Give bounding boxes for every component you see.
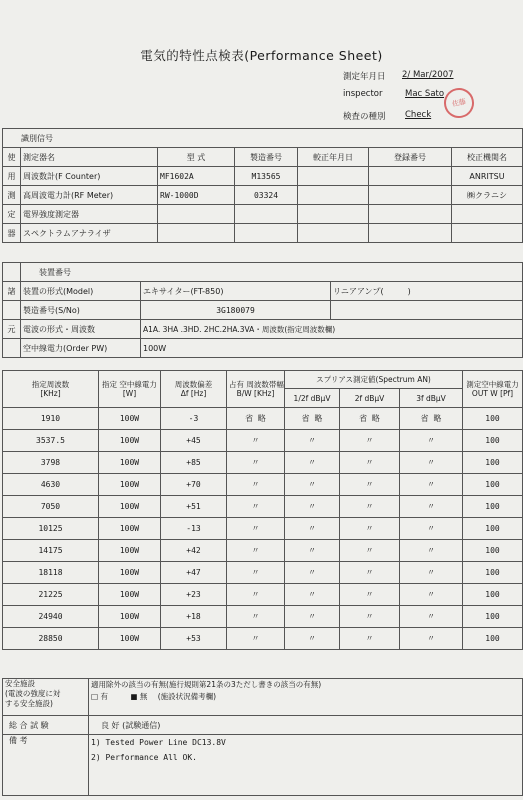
- instrument-calibration-date: [298, 205, 369, 224]
- freq-cell: 14175: [3, 540, 99, 562]
- output-power-cell: 100: [463, 518, 523, 540]
- overall-test-label: 総 合 試 験: [3, 716, 89, 735]
- bandwidth-cell: 〃: [227, 474, 285, 496]
- measurement-table: [2, 370, 523, 650]
- table-row: [3, 205, 523, 224]
- inspection-kind-value: Check: [405, 110, 432, 120]
- remarks-label: 備 考: [3, 735, 89, 796]
- instrument-header-serial: 製造番号: [235, 148, 298, 167]
- instruments-side-label: 測: [3, 186, 21, 205]
- inspector-value: Mac Sato: [405, 89, 445, 99]
- instrument-header-model: 型 式: [158, 148, 235, 167]
- instruments-side-label: 使: [3, 148, 21, 167]
- power-cell: 100W: [99, 474, 161, 496]
- spurious-half-cell: 〃: [285, 562, 340, 584]
- power-cell: 100W: [99, 606, 161, 628]
- spurious-2f-cell: 〃: [340, 518, 400, 540]
- instrument-serial: 03324: [235, 186, 298, 205]
- spurious-half-cell: 〃: [285, 430, 340, 452]
- instrument-model: MF1602A: [158, 167, 235, 186]
- instrument-cal-agency: [452, 205, 523, 224]
- instrument-serial: [235, 205, 298, 224]
- device-spec-table: [2, 262, 523, 358]
- spurious-half-cell: 〃: [285, 628, 340, 650]
- table-row: [3, 584, 523, 606]
- spurious-2f-cell: 〃: [340, 452, 400, 474]
- bandwidth-cell: 〃: [227, 628, 285, 650]
- output-power-cell: 100: [463, 584, 523, 606]
- instrument-header-cal-agency: 校正機関名: [452, 148, 523, 167]
- spurious-half-cell: 〃: [285, 496, 340, 518]
- device-side-label: [3, 301, 21, 320]
- spurious-2f-cell: 〃: [340, 540, 400, 562]
- device-side-label: [3, 339, 21, 358]
- spurious-2f-cell: 〃: [340, 474, 400, 496]
- spurious-3f-cell: 省 略: [400, 408, 463, 430]
- deviation-cell: +42: [161, 540, 227, 562]
- freq-cell: 24940: [3, 606, 99, 628]
- instrument-name: スペクトラムアナライザ: [21, 224, 158, 243]
- table-row: [3, 606, 523, 628]
- deviation-cell: +45: [161, 430, 227, 452]
- instrument-serial: [235, 224, 298, 243]
- spurious-3f-cell: 〃: [400, 606, 463, 628]
- bandwidth-cell: 〃: [227, 496, 285, 518]
- spurious-header: スプリアス測定値(Spectrum AN): [285, 371, 463, 389]
- spurious-half-cell: 省 略: [285, 408, 340, 430]
- instrument-calibration-date: [298, 186, 369, 205]
- table-row: [3, 474, 523, 496]
- remark-line: 2) Performance All OK.: [91, 753, 197, 762]
- serial-number-value: 3G180079: [141, 301, 331, 320]
- instrument-name: 高周波電力計(RF Meter): [21, 186, 158, 205]
- power-cell: 100W: [99, 540, 161, 562]
- deviation-header: 周波数偏差 Δf [Hz]: [161, 371, 227, 408]
- instrument-registration: [369, 205, 452, 224]
- table-row: [3, 540, 523, 562]
- table-row: [3, 186, 523, 205]
- remark-line: 1) Tested Power Line DC13.8V: [91, 738, 226, 747]
- spurious-2f-cell: 〃: [340, 584, 400, 606]
- output-power-cell: 100: [463, 452, 523, 474]
- output-power-cell: 100: [463, 430, 523, 452]
- safety-yes-checkbox: □ 有: [91, 692, 108, 701]
- device-model-label: 装置の形式(Model): [21, 282, 141, 301]
- power-cell: 100W: [99, 408, 161, 430]
- spurious-3f-cell: 〃: [400, 562, 463, 584]
- device-model-value: エキサイター(FT-850): [141, 282, 331, 301]
- spurious-half-cell: 〃: [285, 474, 340, 496]
- spurious-3f-cell: 〃: [400, 452, 463, 474]
- instrument-calibration-date: [298, 224, 369, 243]
- spurious-half-cell: 〃: [285, 584, 340, 606]
- serial-number-label: 製造番号(S/No): [21, 301, 141, 320]
- deviation-cell: +18: [161, 606, 227, 628]
- table-row: [3, 452, 523, 474]
- output-power-cell: 100: [463, 628, 523, 650]
- output-power-cell: 100: [463, 606, 523, 628]
- table-row: [3, 408, 523, 430]
- instrument-header-name: 測定器名: [21, 148, 158, 167]
- deviation-cell: -3: [161, 408, 227, 430]
- deviation-cell: +70: [161, 474, 227, 496]
- serial-number-extra: [331, 301, 523, 320]
- spurious-half-header: 1/2f dBμV: [285, 389, 340, 408]
- spurious-half-cell: 〃: [285, 606, 340, 628]
- instrument-name: 電界強度測定器: [21, 205, 158, 224]
- instrument-header-calibration-date: 較正年月日: [298, 148, 369, 167]
- spurious-3f-header: 3f dBμV: [400, 389, 463, 408]
- instrument-model: [158, 224, 235, 243]
- device-side-label: 元: [3, 320, 21, 339]
- output-power-cell: 100: [463, 540, 523, 562]
- inspection-kind-label: 検査の種別: [343, 112, 386, 122]
- spurious-3f-cell: 〃: [400, 584, 463, 606]
- table-row: [3, 562, 523, 584]
- deviation-cell: +51: [161, 496, 227, 518]
- table-row: [3, 224, 523, 243]
- freq-cell: 3537.5: [3, 430, 99, 452]
- instrument-registration: [369, 224, 452, 243]
- power-cell: 100W: [99, 584, 161, 606]
- antenna-power-value: 100W: [141, 339, 523, 358]
- spurious-half-cell: 〃: [285, 452, 340, 474]
- power-cell: 100W: [99, 562, 161, 584]
- safety-no-checkbox: ■ 無: [130, 692, 148, 701]
- bandwidth-cell: 〃: [227, 562, 285, 584]
- bandwidth-cell: 〃: [227, 518, 285, 540]
- instrument-model: [158, 205, 235, 224]
- bandwidth-cell: 〃: [227, 430, 285, 452]
- table-row: [3, 167, 523, 186]
- instrument-registration: [369, 167, 452, 186]
- inspector-label: inspector: [343, 89, 383, 99]
- instruments-side-label: 定: [3, 205, 21, 224]
- date-value: 2/ Mar/2007: [402, 70, 454, 80]
- output-power-cell: 100: [463, 562, 523, 584]
- spurious-half-cell: 〃: [285, 518, 340, 540]
- deviation-cell: +47: [161, 562, 227, 584]
- device-side-label: 諸: [3, 282, 21, 301]
- antenna-power-label: 空中線電力(Order PW): [21, 339, 141, 358]
- instrument-calibration-date: [298, 167, 369, 186]
- instrument-model: RW-1000D: [158, 186, 235, 205]
- output-power-cell: 100: [463, 496, 523, 518]
- output-power-cell: 100: [463, 474, 523, 496]
- linear-amp-label: リニアアンプ( ): [331, 282, 523, 301]
- device-number-label: 装置番号: [21, 263, 523, 282]
- spurious-2f-cell: 〃: [340, 496, 400, 518]
- freq-cell: 18118: [3, 562, 99, 584]
- spurious-3f-cell: 〃: [400, 496, 463, 518]
- deviation-cell: +85: [161, 452, 227, 474]
- spurious-2f-header: 2f dBμV: [340, 389, 400, 408]
- spurious-3f-cell: 〃: [400, 474, 463, 496]
- freq-header: 指定周波数 [KHz]: [3, 371, 99, 408]
- instrument-name: 周波数計(F Counter): [21, 167, 158, 186]
- overall-test-value: 良 好 (試験通信): [89, 716, 523, 735]
- bandwidth-cell: 〃: [227, 606, 285, 628]
- spurious-3f-cell: 〃: [400, 430, 463, 452]
- spurious-3f-cell: 〃: [400, 540, 463, 562]
- instruments-side-label: 器: [3, 224, 21, 243]
- freq-cell: 21225: [3, 584, 99, 606]
- spurious-2f-cell: 〃: [340, 606, 400, 628]
- instruments-table: [2, 128, 523, 243]
- table-row: [3, 518, 523, 540]
- instruments-side-label: 用: [3, 167, 21, 186]
- freq-cell: 3798: [3, 452, 99, 474]
- spurious-half-cell: 〃: [285, 540, 340, 562]
- safety-label: 安全施設 (電波の強度に対 する安全施設): [3, 679, 89, 716]
- date-label: 測定年月日: [343, 72, 386, 82]
- inspector-seal-stamp: 佐藤: [441, 85, 477, 121]
- freq-cell: 10125: [3, 518, 99, 540]
- deviation-cell: +23: [161, 584, 227, 606]
- freq-cell: 1910: [3, 408, 99, 430]
- freq-cell: 4630: [3, 474, 99, 496]
- deviation-cell: -13: [161, 518, 227, 540]
- remarks-value: [89, 735, 523, 796]
- instrument-serial: M13565: [235, 167, 298, 186]
- freq-cell: 7050: [3, 496, 99, 518]
- instrument-header-registration: 登録番号: [369, 148, 452, 167]
- spurious-2f-cell: 〃: [340, 628, 400, 650]
- power-cell: 100W: [99, 496, 161, 518]
- bandwidth-cell: 省 略: [227, 408, 285, 430]
- power-cell: 100W: [99, 518, 161, 540]
- bandwidth-cell: 〃: [227, 452, 285, 474]
- device-side-label: [3, 263, 21, 282]
- safety-note: (施設状況備考欄): [157, 692, 217, 701]
- table-row: [3, 496, 523, 518]
- output-power-cell: 100: [463, 408, 523, 430]
- spurious-2f-cell: 〃: [340, 562, 400, 584]
- power-cell: 100W: [99, 452, 161, 474]
- instrument-cal-agency: ㈱クラニシ: [452, 186, 523, 205]
- power-header: 指定 空中線電力 [W]: [99, 371, 161, 408]
- safety-question: 適用除外の該当の有無(施行規則第21条の3ただし書きの該当の有無): [91, 680, 322, 689]
- output-power-header: 測定空中線電力 OUT W [Pf]: [463, 371, 523, 408]
- table-row: [3, 628, 523, 650]
- spurious-3f-cell: 〃: [400, 518, 463, 540]
- callsign-label: 識別信号: [3, 129, 523, 148]
- deviation-cell: +53: [161, 628, 227, 650]
- instrument-cal-agency: [452, 224, 523, 243]
- emission-label: 電波の形式・周波数: [21, 320, 141, 339]
- bandwidth-cell: 〃: [227, 584, 285, 606]
- spurious-2f-cell: 〃: [340, 430, 400, 452]
- footer-table: [2, 678, 523, 796]
- table-row: [3, 430, 523, 452]
- power-cell: 100W: [99, 628, 161, 650]
- bandwidth-header: 占有 周波数帯幅 B/W [KHz]: [227, 371, 285, 408]
- instrument-registration: [369, 186, 452, 205]
- freq-cell: 28850: [3, 628, 99, 650]
- emission-value: A1A. 3HA .3HD. 2HC.2HA.3VA・周波数(指定周波数欄): [141, 320, 523, 339]
- spurious-3f-cell: 〃: [400, 628, 463, 650]
- instrument-cal-agency: ANRITSU: [452, 167, 523, 186]
- page-title: 電気的特性点検表(Performance Sheet): [140, 48, 383, 63]
- safety-value: [89, 679, 523, 716]
- bandwidth-cell: 〃: [227, 540, 285, 562]
- spurious-2f-cell: 省 略: [340, 408, 400, 430]
- power-cell: 100W: [99, 430, 161, 452]
